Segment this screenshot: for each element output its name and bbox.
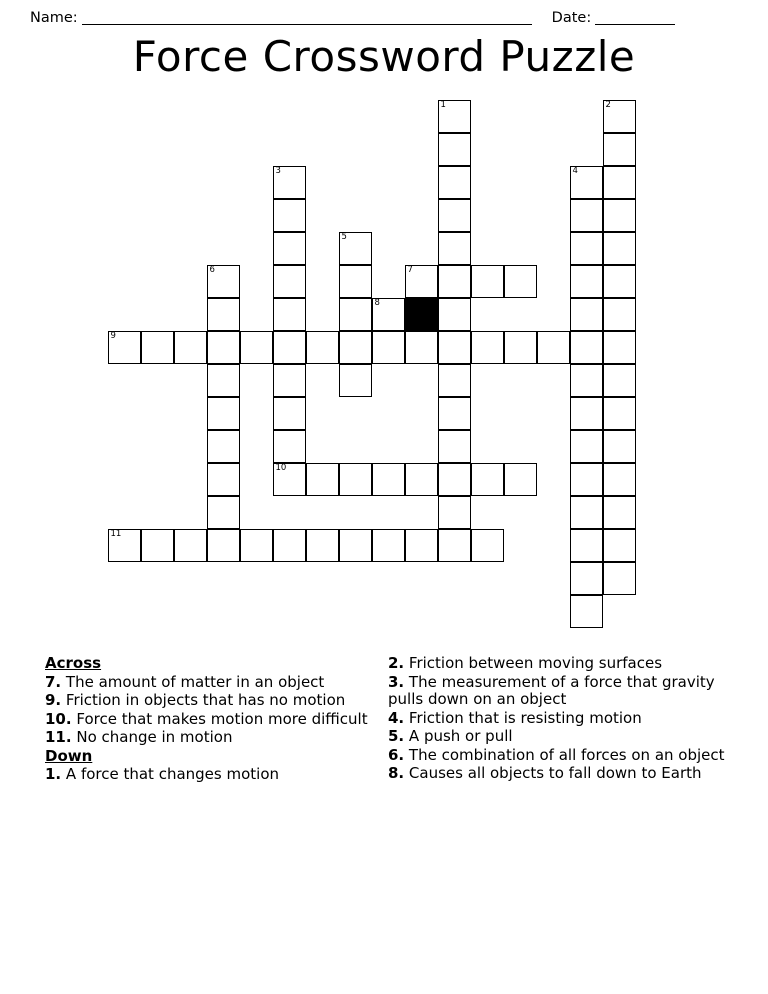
grid-cell[interactable] — [603, 199, 636, 232]
grid-cell[interactable] — [273, 331, 306, 364]
grid-cell[interactable] — [603, 529, 636, 562]
grid-cell[interactable] — [273, 232, 306, 265]
clue-number: 8. — [388, 764, 405, 783]
clues-section — [40, 655, 740, 925]
grid-cell[interactable] — [240, 529, 273, 562]
clue-item — [45, 711, 375, 729]
clue-number: 4. — [388, 708, 405, 727]
grid-cell[interactable] — [603, 496, 636, 529]
grid-cell[interactable] — [438, 496, 471, 529]
date-write-line[interactable] — [595, 11, 675, 25]
grid-cell[interactable] — [471, 463, 504, 496]
grid-cell-number: 4 — [572, 166, 578, 176]
grid-cell[interactable] — [438, 133, 471, 166]
grid-cell-number: 9 — [110, 331, 116, 341]
grid-cell[interactable] — [603, 133, 636, 166]
grid-cell[interactable] — [504, 265, 537, 298]
grid-cell[interactable] — [471, 529, 504, 562]
grid-cell[interactable] — [405, 463, 438, 496]
down-heading: Down — [45, 746, 93, 765]
grid-cell[interactable] — [570, 397, 603, 430]
clue-item — [45, 766, 375, 784]
clues-column-right — [388, 655, 733, 784]
grid-cell[interactable] — [273, 298, 306, 331]
grid-cell[interactable] — [405, 265, 438, 298]
clue-text: The amount of matter in an object — [61, 672, 325, 691]
grid-cell[interactable] — [108, 529, 141, 562]
grid-cell[interactable] — [603, 166, 636, 199]
grid-cell-number: 5 — [341, 232, 347, 242]
grid-cell[interactable] — [570, 562, 603, 595]
grid-cell[interactable] — [603, 463, 636, 496]
grid-cell[interactable] — [603, 397, 636, 430]
grid-cell[interactable] — [438, 331, 471, 364]
grid-cell[interactable] — [339, 463, 372, 496]
grid-cell[interactable] — [570, 331, 603, 364]
grid-cell[interactable] — [306, 529, 339, 562]
grid-cell[interactable] — [438, 100, 471, 133]
grid-cell-number: 1 — [440, 100, 446, 110]
down-clue-list-left — [45, 766, 375, 784]
grid-cell[interactable] — [570, 298, 603, 331]
grid-cell[interactable] — [438, 166, 471, 199]
grid-cell[interactable] — [207, 496, 240, 529]
grid-cell[interactable] — [570, 232, 603, 265]
grid-cell[interactable] — [405, 331, 438, 364]
clue-item — [388, 655, 733, 673]
across-clue-list — [45, 674, 375, 747]
grid-cell[interactable] — [504, 331, 537, 364]
grid-cell-number: 3 — [275, 166, 281, 176]
down-clue-list-right — [388, 655, 733, 783]
clue-text: The combination of all forces on an object — [404, 745, 725, 764]
clue-item — [388, 747, 733, 765]
grid-cell[interactable] — [141, 529, 174, 562]
grid-cell[interactable] — [306, 331, 339, 364]
grid-cell[interactable] — [207, 331, 240, 364]
clue-text: No change in motion — [71, 728, 233, 747]
grid-cell[interactable] — [273, 199, 306, 232]
grid-cell[interactable] — [438, 199, 471, 232]
grid-cell[interactable] — [372, 463, 405, 496]
grid-cell[interactable] — [372, 298, 405, 331]
grid-cell-blocked — [405, 298, 438, 331]
grid-cell[interactable] — [141, 331, 174, 364]
grid-cell[interactable] — [273, 364, 306, 397]
clue-number: 6. — [388, 745, 405, 764]
name-label: Name: — [30, 10, 78, 26]
grid-cell[interactable] — [438, 232, 471, 265]
grid-cell[interactable] — [438, 529, 471, 562]
grid-cell[interactable] — [570, 166, 603, 199]
name-write-line[interactable] — [82, 11, 532, 25]
grid-cell[interactable] — [570, 199, 603, 232]
grid-cell[interactable] — [438, 265, 471, 298]
grid-cell[interactable] — [438, 364, 471, 397]
grid-cell[interactable] — [207, 430, 240, 463]
clue-text: Friction between moving surfaces — [404, 654, 663, 672]
clue-text: Friction in objects that has no motion — [61, 691, 346, 710]
crossword-grid[interactable] — [0, 100, 768, 610]
grid-cell[interactable] — [570, 430, 603, 463]
grid-cell[interactable] — [570, 595, 603, 628]
grid-cell[interactable] — [372, 331, 405, 364]
grid-cell-number: 10 — [275, 463, 287, 473]
grid-cell[interactable] — [339, 364, 372, 397]
grid-cell[interactable] — [471, 331, 504, 364]
clue-item — [388, 765, 733, 783]
grid-cell[interactable] — [273, 463, 306, 496]
clue-item — [45, 674, 375, 692]
grid-cell-number: 2 — [605, 100, 611, 110]
grid-cell-number: 8 — [374, 298, 380, 308]
across-heading: Across — [45, 654, 102, 672]
grid-cell[interactable] — [603, 331, 636, 364]
grid-cell-number: 6 — [209, 265, 215, 275]
grid-cell[interactable] — [108, 331, 141, 364]
grid-cell[interactable] — [603, 562, 636, 595]
page-title: Force Crossword Puzzle — [132, 32, 636, 81]
grid-cell[interactable] — [273, 529, 306, 562]
grid-cell[interactable] — [603, 232, 636, 265]
grid-cell[interactable] — [174, 331, 207, 364]
grid-cell[interactable] — [273, 166, 306, 199]
grid-cell[interactable] — [174, 529, 207, 562]
grid-cell[interactable] — [438, 430, 471, 463]
clues-column-left — [45, 655, 375, 785]
grid-cell[interactable] — [339, 298, 372, 331]
clue-item — [388, 728, 733, 746]
grid-cell[interactable] — [570, 529, 603, 562]
clue-text: A push or pull — [404, 727, 513, 746]
grid-cell[interactable] — [570, 364, 603, 397]
grid-cell[interactable] — [570, 463, 603, 496]
grid-cell[interactable] — [537, 331, 570, 364]
clue-number: 9. — [45, 691, 62, 710]
grid-cell[interactable] — [438, 298, 471, 331]
grid-cell[interactable] — [207, 529, 240, 562]
grid-cell[interactable] — [570, 265, 603, 298]
grid-cell[interactable] — [207, 298, 240, 331]
grid-cell[interactable] — [603, 364, 636, 397]
grid-cell[interactable] — [372, 529, 405, 562]
worksheet-header — [30, 0, 730, 26]
grid-cell[interactable] — [438, 397, 471, 430]
clue-number: 11. — [45, 728, 72, 747]
clue-number: 10. — [45, 709, 72, 728]
grid-cell[interactable] — [306, 463, 339, 496]
grid-cell[interactable] — [273, 265, 306, 298]
clue-item — [388, 710, 733, 728]
grid-cell[interactable] — [207, 364, 240, 397]
grid-cell[interactable] — [603, 100, 636, 133]
clue-item — [388, 674, 733, 709]
date-label: Date: — [551, 10, 592, 26]
grid-cell[interactable] — [207, 397, 240, 430]
grid-cell[interactable] — [339, 529, 372, 562]
clue-number: 5. — [388, 727, 405, 746]
grid-cell[interactable] — [240, 331, 273, 364]
grid-cell[interactable] — [603, 298, 636, 331]
grid-cell[interactable] — [339, 331, 372, 364]
grid-cell[interactable] — [339, 232, 372, 265]
clue-text: Friction that is resisting motion — [404, 708, 642, 727]
clue-number: 2. — [388, 654, 405, 672]
clue-number: 1. — [45, 765, 62, 784]
clue-text: Causes all objects to fall down to Earth — [404, 764, 702, 783]
grid-cell[interactable] — [603, 265, 636, 298]
clue-number: 3. — [388, 672, 405, 691]
grid-cell-number: 7 — [407, 265, 413, 275]
grid-cell[interactable] — [273, 430, 306, 463]
grid-cell[interactable] — [570, 496, 603, 529]
clue-item — [45, 692, 375, 710]
grid-cell[interactable] — [438, 463, 471, 496]
clue-text: Force that makes motion more difficult — [71, 709, 368, 728]
grid-cell-number: 11 — [110, 529, 122, 539]
clue-text: A force that changes motion — [61, 765, 280, 784]
clue-text: The measurement of a force that gravity pulls down on an object — [388, 672, 715, 709]
grid-cell[interactable] — [207, 265, 240, 298]
clue-item — [45, 729, 375, 747]
grid-cell[interactable] — [405, 529, 438, 562]
grid-cell[interactable] — [504, 463, 537, 496]
clue-number: 7. — [45, 672, 62, 691]
grid-cell[interactable] — [603, 430, 636, 463]
grid-cell[interactable] — [339, 265, 372, 298]
grid-cell[interactable] — [273, 397, 306, 430]
grid-cell[interactable] — [207, 463, 240, 496]
grid-cell[interactable] — [471, 265, 504, 298]
